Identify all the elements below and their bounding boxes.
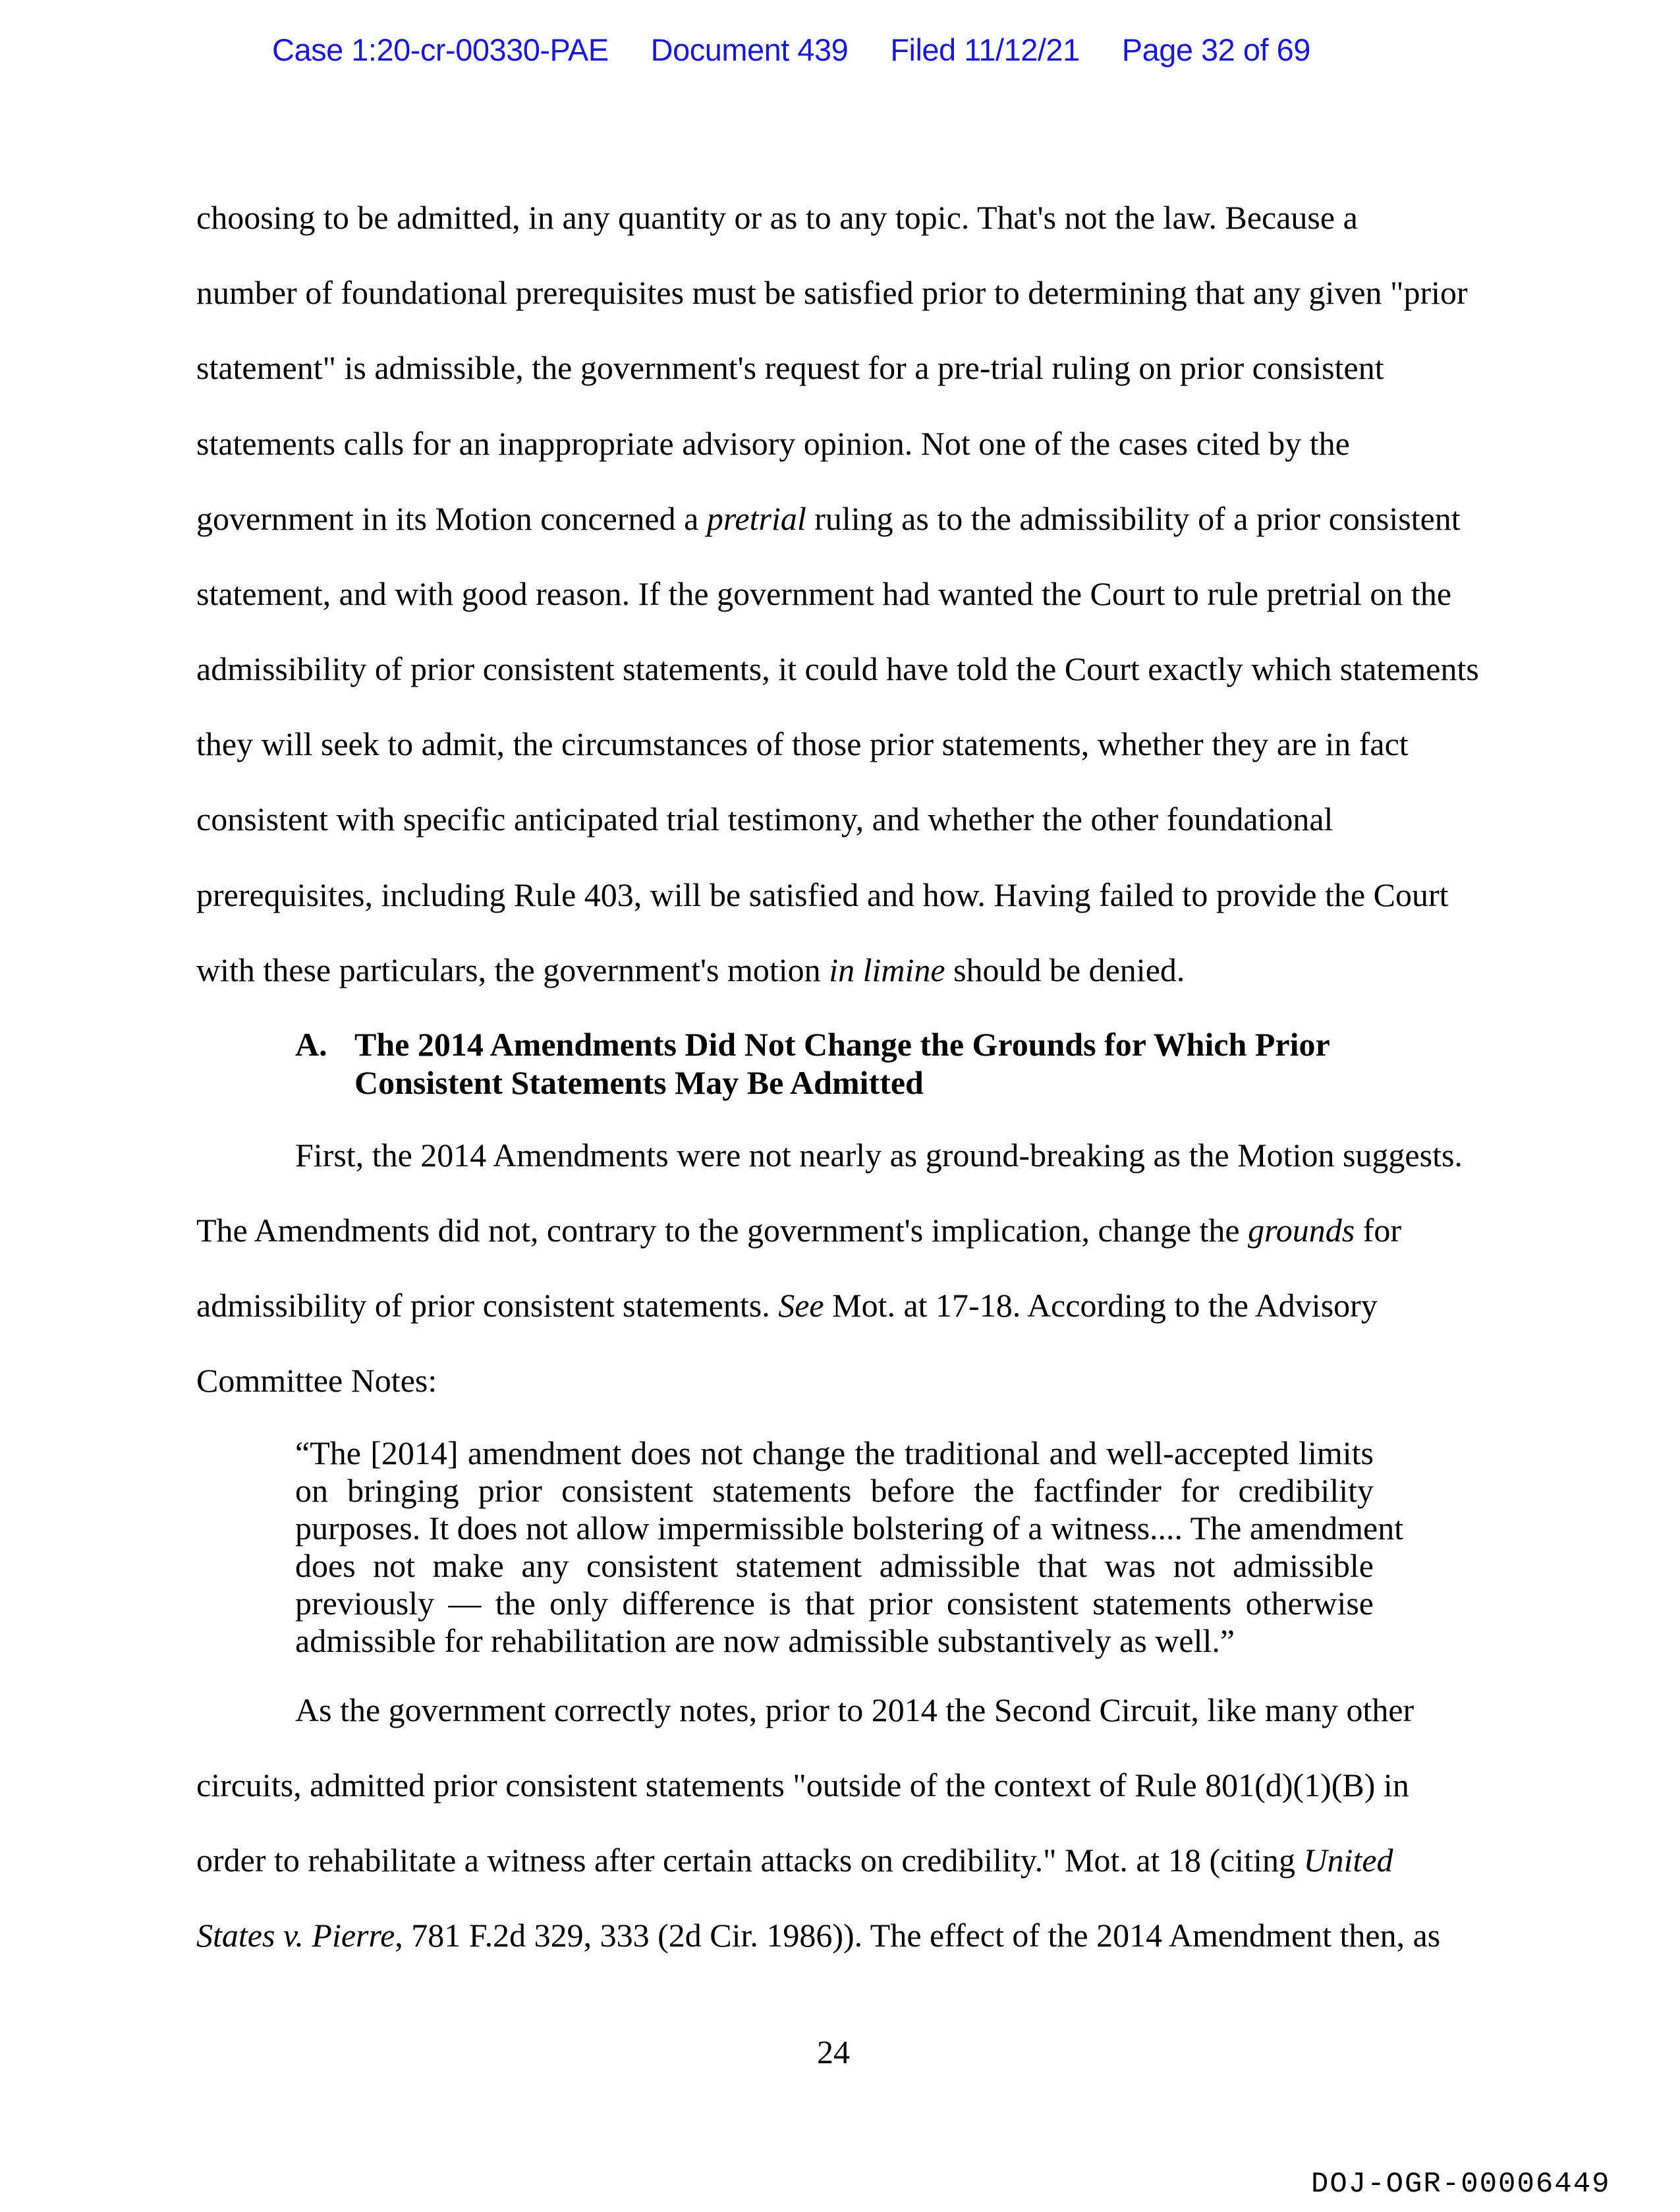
body-line: they will seek to admit, the circumstances of those prior statements, whether they are in fact [196,725,1409,762]
body-line: consistent with specific anticipated trial testimony, and whether the other foundational [196,801,1333,837]
body-line: circuits, admitted prior consistent statements "outside of the context of Rule 801(d)(1)(B) in [196,1767,1409,1803]
body-line: number of foundational prerequisites must be satisfied prior to determining that any given "prior [196,274,1468,311]
section-label: A. [295,1026,327,1063]
body-line: Committee Notes: [196,1362,437,1399]
ecf-header [272,32,1353,68]
quote-line: previously — the only difference is that prior consistent statements otherwise [295,1585,1374,1622]
body-line: order to rehabilitate a witness after certain attacks on credibility." Mot. at 18 (citing United [196,1842,1393,1879]
case-name: States v. Pierre [196,1917,395,1954]
body-line: statements calls for an inappropriate advisory opinion. Not one of the cases cited by the [196,425,1350,462]
body-line: First, the 2014 Amendments were not nearly as ground-breaking as the Motion suggests. [295,1137,1463,1174]
quote-line: admissible for rehabilitation are now admissible substantively as well.” [295,1622,1235,1659]
body-line: government in its Motion concerned a pretrial ruling as to the admissibility of a prior consistent [196,500,1461,537]
quote-line: “The [2014] amendment does not change the traditional and well-accepted limits [295,1434,1374,1471]
document-number: Document 439 [650,32,849,67]
filed-date: Filed 11/12/21 [890,32,1080,67]
page-indicator: Page 32 of 69 [1121,32,1310,67]
signal-see: See [778,1287,824,1324]
quote-line: does not make any consistent statement admissible that was not admissible [295,1547,1374,1584]
quote-line: purposes. It does not allow impermissible bolstering of a witness.... The amendment [295,1510,1404,1546]
body-line: with these particulars, the government's motion in limine should be denied. [196,951,1185,988]
emphasis: pretrial [706,500,806,537]
emphasis: in limine [829,951,945,988]
bates-stamp: DOJ-OGR-00006449 [1311,2168,1611,2201]
body-line: The Amendments did not, contrary to the government's implication, change the grounds for [196,1212,1401,1249]
body-line: admissibility of prior consistent statements, it could have told the Court exactly which statements [196,650,1479,687]
body-line: prerequisites, including Rule 403, will be satisfied and how. Having failed to provide the Court [196,876,1449,913]
body-line: States v. Pierre, 781 F.2d 329, 333 (2d Cir. 1986)). The effect of the 2014 Amendment then, as [196,1917,1441,1954]
case-number: Case 1:20-cr-00330-PAE [272,32,609,67]
quote-line: on bringing prior consistent statements before the factfinder for credibility [295,1472,1374,1509]
block-quote [295,1434,1404,1660]
page-number: 24 [817,2033,850,2070]
body-line: admissibility of prior consistent statements. See Mot. at 17-18. According to the Advisory [196,1287,1378,1324]
body-line: statement, and with good reason. If the government had wanted the Court to rule pretrial on the [196,575,1452,612]
section-heading-line: The 2014 Amendments Did Not Change the Grounds for Which Prior [354,1026,1330,1063]
body-line: choosing to be admitted, in any quantity or as to any topic. That's not the law. Because a [196,199,1358,236]
case-name: United [1303,1842,1393,1879]
body-line: statement" is admissible, the government's request for a pre-trial ruling on prior consistent [196,349,1384,386]
emphasis: grounds [1248,1212,1355,1249]
section-heading-line: Consistent Statements May Be Admitted [354,1064,924,1101]
body-line: As the government correctly notes, prior to 2014 the Second Circuit, like many other [295,1691,1414,1728]
